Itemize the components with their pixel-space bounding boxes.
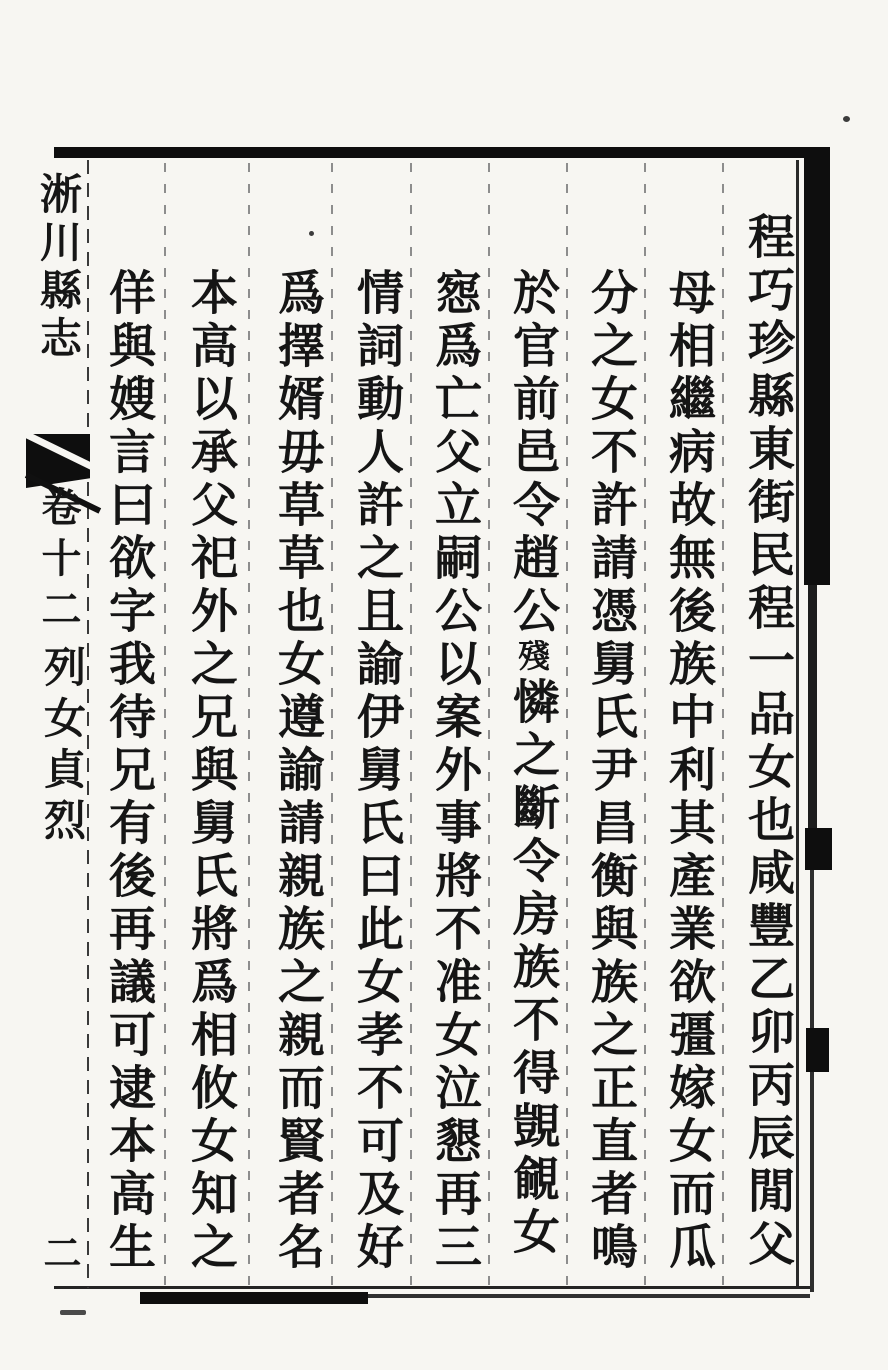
scan-speck <box>309 231 314 236</box>
right-border-rule-thin <box>810 870 814 1028</box>
small-inline-char: 殘 <box>514 639 550 677</box>
column-text: 情詞動人許之且諭伊舅氏曰此女孝不可及好 <box>350 268 402 1275</box>
right-border-ink-blob <box>806 1028 829 1072</box>
text-column-5 <box>410 268 488 1275</box>
top-border-rule <box>54 147 812 158</box>
column-text: 憐之斷令房族不得覬覦女 <box>506 677 558 1260</box>
text-column-8 <box>166 268 244 1275</box>
column-text: 於官前邑令趙公 <box>506 268 558 639</box>
scan-speck <box>60 1310 86 1315</box>
right-border-ink-blob <box>805 828 832 870</box>
page-number: 二 <box>37 1233 79 1271</box>
column-text: 惌爲亡父立嗣公以案外事將不准女泣懇再三 <box>428 268 480 1275</box>
volume-label: 卷十二 <box>36 486 81 639</box>
text-column-4 <box>488 268 566 1260</box>
column-text: 爲擇婿毋草草也女遵諭請親族之親而賢者名 <box>271 268 323 1275</box>
text-column-7 <box>253 268 331 1275</box>
text-column-2 <box>644 268 722 1275</box>
column-text: 佯與嫂言曰欲字我待兄有後再議可逮本高生 <box>102 268 154 1275</box>
bottom-border-rule <box>54 1286 810 1289</box>
text-column-1 <box>723 212 801 1272</box>
spine-title: 淅川縣志 <box>34 172 80 364</box>
column-text: 分之女不許請憑舅氏尹昌衡與族之正直者鳴 <box>584 268 636 1275</box>
text-column-6 <box>332 268 410 1275</box>
bottom-border-ink-blob <box>140 1292 368 1304</box>
scan-speck <box>843 116 850 122</box>
column-rule <box>248 163 250 1285</box>
column-text: 程巧珍縣東街民程一品女也咸豐乙卯丙辰閒父 <box>741 212 793 1272</box>
bottom-border-rule-tail <box>368 1294 810 1298</box>
column-text: 母相繼病故無後族中利其產業欲彊嫁女而瓜 <box>662 268 714 1275</box>
section-label: 列女貞烈 <box>38 645 84 849</box>
text-column-9 <box>84 268 162 1275</box>
right-border-rule-mid <box>808 585 817 830</box>
right-border-rule <box>804 147 830 585</box>
right-border-rule-low <box>810 1072 814 1292</box>
column-text: 本高以承父祀外之兄與舅氏將爲相攸女知之 <box>184 268 236 1275</box>
text-column-3 <box>566 268 644 1275</box>
